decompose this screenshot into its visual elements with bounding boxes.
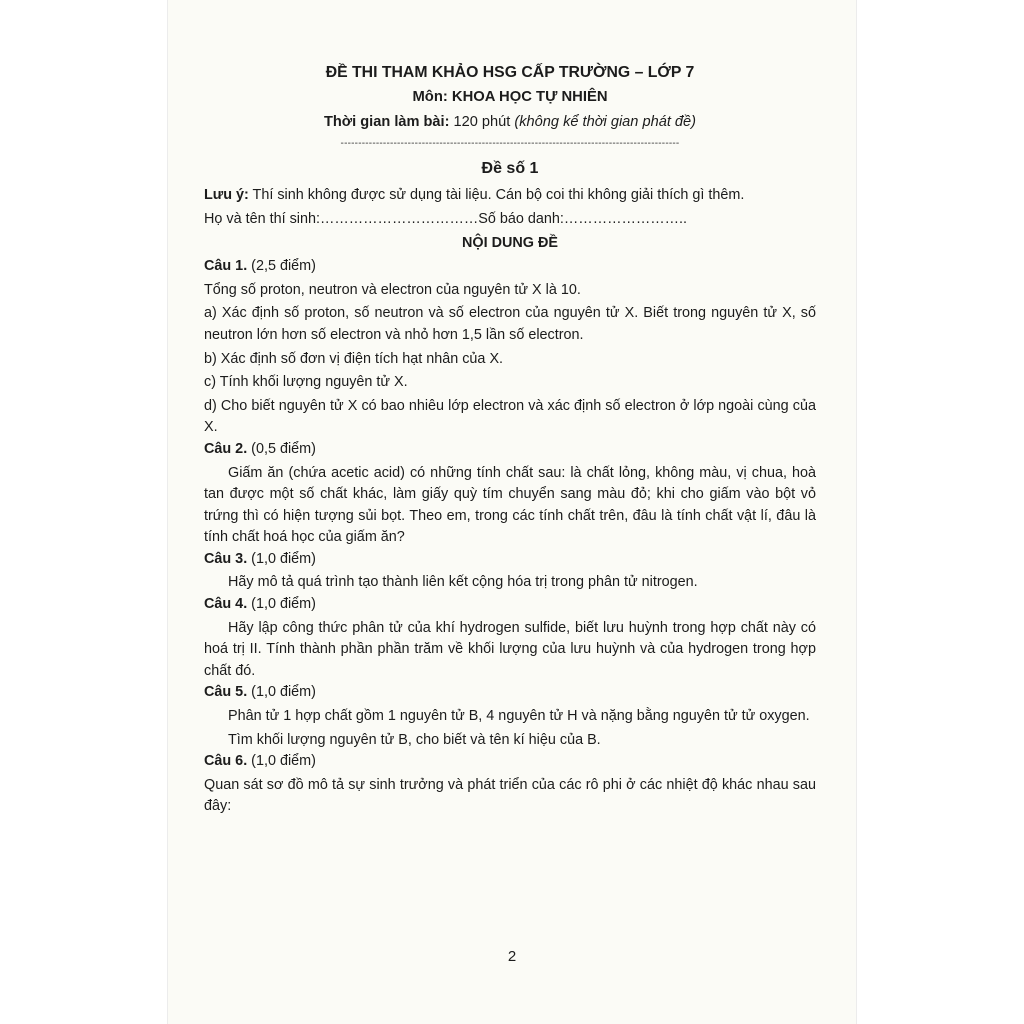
section-title: NỘI DUNG ĐỀ xyxy=(462,234,558,251)
document-page xyxy=(168,0,856,1024)
question-label: Câu 5. xyxy=(204,684,248,701)
question-line: Tổng số proton, neutron và electron của nguyên tử X là 10. xyxy=(204,281,581,298)
question-line: Hãy lập công thức phân tử của khí hydrogen sulfide, biết lưu huỳnh trong hợp chất này có hoá trị II. Tính thành phần phần trăm về khối lượng của lưu huỳnh và của hydrogen trong hợp chất đó. xyxy=(204,619,816,679)
exam-duration xyxy=(204,112,816,134)
question-3 xyxy=(204,549,816,594)
exam-number: Đề số 1 xyxy=(481,159,539,177)
question-line: Quan sát sơ đồ mô tả sự sinh trưởng và phát triển của các rô phi ở các nhiệt độ khác nhau sau đây: xyxy=(204,776,816,815)
question-heading xyxy=(204,549,816,571)
question-5 xyxy=(204,682,816,751)
question-line: c) Tính khối lượng nguyên tử X. xyxy=(204,374,408,391)
question-points: (1,0 điểm) xyxy=(247,684,316,701)
question-4 xyxy=(204,594,816,682)
header-divider: ------------------------------------------------------------------------------------------------ xyxy=(340,137,680,149)
question-line: d) Cho biết nguyên tử X có bao nhiêu lớp electron và xác định số electron ở lớp ngoài cùng của X. xyxy=(204,397,816,436)
exam-subject: Môn: KHOA HỌC TỰ NHIÊN xyxy=(412,88,608,105)
question-heading xyxy=(204,751,816,773)
page-content xyxy=(204,62,816,818)
question-line: Phân tử 1 hợp chất gồm 1 nguyên tử B, 4 nguyên tử H và nặng bằng nguyên tử tử oxygen. xyxy=(228,708,810,725)
question-points: (1,0 điểm) xyxy=(247,550,316,567)
question-2 xyxy=(204,439,816,549)
question-heading xyxy=(204,682,816,704)
question-line: Giấm ăn (chứa acetic acid) có những tính chất sau: là chất lỏng, không màu, vị chua, hoà tan được một số chất khác, làm giấy quỳ tím chuyển sang màu đỏ; khi cho giấm vào bột vỏ trứng thì có hiện tượng sủi bọt. Theo em, trong các tính chất trên, đâu là tính chất vật lí, đâu là tính chất hoá học của giấm ăn? xyxy=(204,464,816,546)
time-note: (không kể thời gian phát đề) xyxy=(514,114,697,131)
exam-title: ĐỀ THI THAM KHẢO HSG CẤP TRƯỜNG – LỚP 7 xyxy=(325,64,695,81)
question-line: b) Xác định số đơn vị điện tích hạt nhân của X. xyxy=(204,350,504,367)
question-label: Câu 6. xyxy=(204,753,248,770)
question-points: (1,0 điểm) xyxy=(247,596,316,613)
question-heading xyxy=(204,439,816,461)
note-label: Lưu ý: xyxy=(204,187,249,204)
question-points: (1,0 điểm) xyxy=(247,753,316,770)
question-points: (0,5 điểm) xyxy=(247,440,316,457)
note-text: Thí sinh không được sử dụng tài liệu. Cán bộ coi thi không giải thích gì thêm. xyxy=(248,187,745,204)
question-heading xyxy=(204,256,816,278)
time-value: 120 phút xyxy=(449,114,515,131)
question-label: Câu 2. xyxy=(204,440,248,457)
question-line: Hãy mô tả quá trình tạo thành liên kết cộng hóa trị trong phân tử nitrogen. xyxy=(228,574,698,591)
page-number: 2 xyxy=(507,948,517,965)
question-label: Câu 4. xyxy=(204,596,248,613)
question-label: Câu 3. xyxy=(204,550,248,567)
time-label: Thời gian làm bài: xyxy=(323,114,450,131)
exam-note xyxy=(204,185,816,207)
question-1 xyxy=(204,256,816,439)
question-line: a) Xác định số proton, số neutron và số electron của nguyên tử X. Biết trong nguyên tử X, số neutron lớn hơn số electron và nhỏ hơn 1,5 lần số electron. xyxy=(204,305,816,343)
question-heading xyxy=(204,594,816,616)
question-label: Câu 1. xyxy=(204,258,248,275)
student-info-line: Họ và tên thí sinh:……………………………Số báo danh:…………………….. xyxy=(204,210,688,227)
question-6 xyxy=(204,751,816,818)
question-line: Tìm khối lượng nguyên tử B, cho biết và tên kí hiệu của B. xyxy=(228,731,601,748)
question-points: (2,5 điểm) xyxy=(247,258,316,275)
